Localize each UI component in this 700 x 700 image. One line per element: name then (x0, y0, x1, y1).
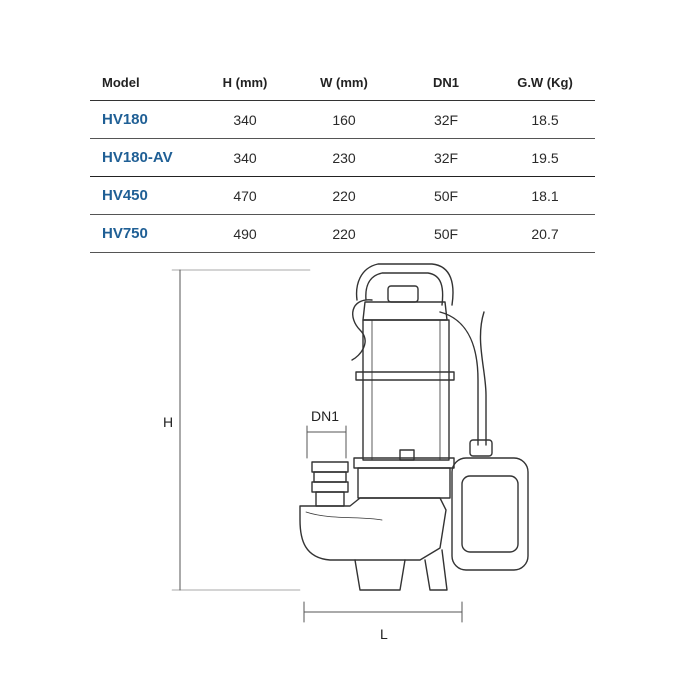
width-value: 160 (332, 111, 356, 128)
pump-volute (300, 498, 446, 560)
length-label: L (380, 626, 388, 642)
float-switch (452, 458, 528, 570)
header-dn1: DN1 (432, 74, 459, 90)
float-switch-inner (462, 476, 518, 552)
model-name: HV180 (102, 111, 148, 128)
header-model: Model (102, 74, 140, 90)
outlet-label: DN1 (311, 408, 340, 424)
pump-handle (357, 264, 453, 305)
width-value: 220 (332, 225, 356, 242)
float-cable-clamp (470, 440, 492, 456)
weight-value: 19.5 (531, 149, 559, 166)
motor-cap (363, 302, 447, 320)
motor-body (363, 320, 449, 460)
height-value: 340 (233, 149, 257, 166)
power-cable (352, 300, 372, 360)
bolt-row (354, 450, 454, 498)
height-dimension (172, 270, 310, 590)
pump-foot (355, 550, 447, 590)
dn1-value: 50F (433, 225, 459, 242)
dn1-value: 50F (433, 187, 459, 204)
header-gross-weight: G.W (Kg) (517, 74, 573, 90)
width-value: 230 (332, 149, 356, 166)
model-name: HV180-AV (102, 149, 173, 166)
outlet-pipe (312, 462, 348, 506)
model-name: HV450 (102, 187, 148, 204)
height-value: 470 (233, 187, 257, 204)
cable-gland (388, 286, 418, 302)
height-label: H (163, 414, 174, 430)
weight-value: 18.5 (531, 111, 559, 128)
model-name: HV750 (102, 225, 148, 242)
height-value: 340 (233, 111, 257, 128)
outlet-dimension (307, 426, 346, 458)
length-dimension (304, 602, 462, 622)
float-cable (440, 312, 486, 445)
height-value: 490 (233, 225, 257, 242)
weight-value: 20.7 (531, 225, 559, 242)
header-height: H (mm) (222, 74, 268, 90)
motor-band (356, 372, 454, 380)
header-width: W (mm) (320, 74, 368, 90)
dn1-value: 32F (433, 111, 459, 128)
dn1-value: 32F (433, 149, 459, 166)
width-value: 220 (332, 187, 356, 204)
weight-value: 18.1 (531, 187, 559, 204)
